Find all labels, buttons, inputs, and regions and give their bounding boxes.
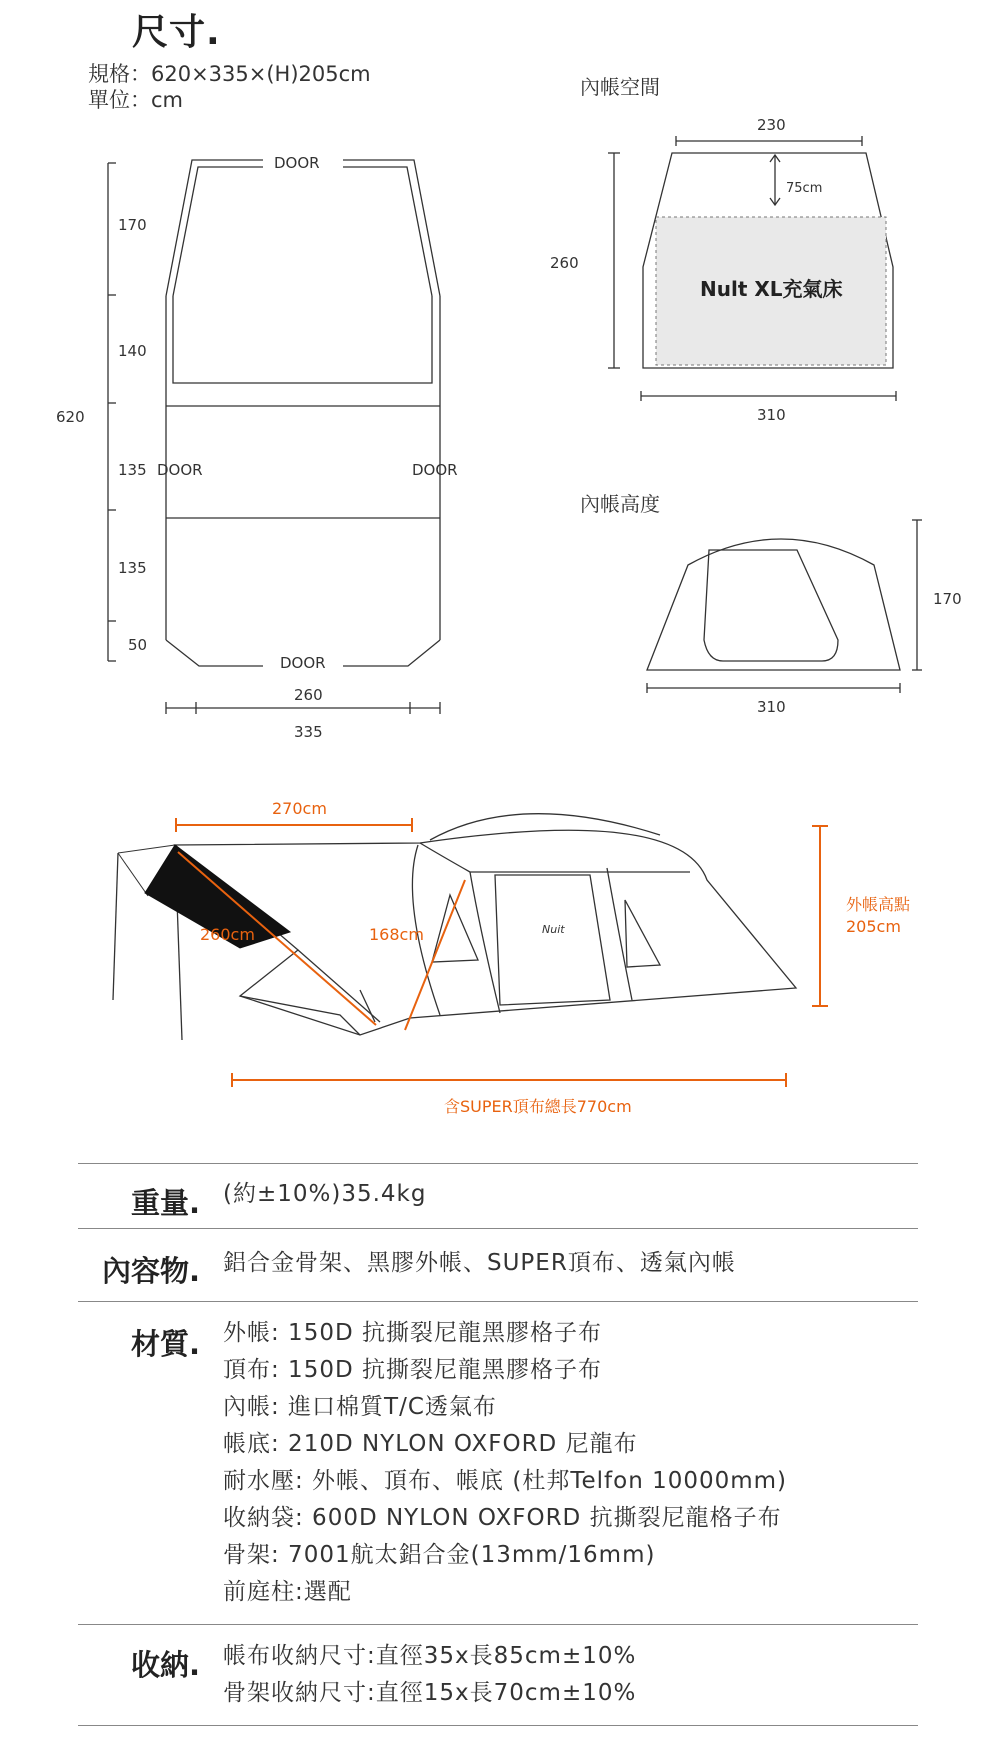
inner-tent-door-window [704,550,838,661]
spec-value: 耐水壓: 外帳、頂布、帳底 (杜邦Telfon 10000mm) [223,1468,788,1494]
front-vestibule-outer [166,160,440,296]
awning-diagonal-label: 260cm [200,925,255,944]
front-pole-left [113,853,118,1000]
spec-label-material: 材質. [130,1327,200,1361]
floor-door-right-label: DOOR [412,461,458,479]
spec-label-weight: 重量. [130,1186,200,1220]
outer-height-title: 外帳高點 [846,895,911,914]
inner-tent-outline [173,296,432,383]
floor-width-inner-label: 260 [294,686,323,704]
inner-height-title: 內帳高度 [580,492,660,516]
spec-values-material [223,1315,787,1611]
spec-table [78,1163,918,1726]
spec-value: 前庭柱:選配 [223,1579,352,1605]
spec-label-storage: 收納. [130,1648,200,1682]
spec-value: 外帳: 150D 抗撕裂尼龍黑膠格子布 [223,1320,602,1346]
seg-170-label: 170 [118,216,147,234]
inner-tent-width-label: 310 [757,698,786,716]
awning-length-label: 270cm [272,799,327,818]
floor-width-total-label: 335 [294,723,323,741]
floor-total-length-label: 620 [56,408,85,426]
spec-label-contents: 內容物. [101,1254,200,1288]
spec-row-contents [78,1228,918,1301]
spec-values-weight [223,1176,426,1213]
spec-row-storage [78,1624,918,1726]
spec-value: 頂布: 150D 抗撕裂尼龍黑膠格子布 [223,1357,602,1383]
seg-135b-label: 135 [118,559,147,577]
spec-value: 收納袋: 600D NYLON OXFORD 抗撕裂尼龍格子布 [223,1505,782,1531]
spec-value: 鋁合金骨架、黑膠外帳、SUPER頂布、透氣內帳 [223,1250,736,1276]
spec-values-contents [223,1245,736,1282]
spec-value: 骨架: 7001航太鋁合金(13mm/16mm) [223,1542,656,1568]
spec-value: (約±10%)35.4kg [223,1181,427,1207]
outer-height-value: 205cm [846,917,901,936]
seg-135a-label: 135 [118,461,147,479]
spec-value: 骨架收納尺寸:直徑15x長70cm±10% [223,1680,637,1706]
spec-row-weight [78,1163,918,1228]
inner-depth-label: 260 [550,254,579,272]
spec-dimensions: 規格：620×335×(H)205cm [88,62,371,86]
inner-bottom-width-label: 310 [757,406,786,424]
seg-140-label: 140 [118,342,147,360]
inner-tent-height-outline [647,539,900,670]
floor-door-bottom-label: DOOR [280,654,326,672]
spec-values-storage [223,1638,636,1712]
floor-door-left-label: DOOR [157,461,203,479]
door-diagonal-label: 168cm [369,925,424,944]
front-vestibule-inner [173,167,432,296]
inner-space-title: 內帳空間 [580,75,660,99]
inner-height-gap-label: 75cm [786,181,823,196]
inner-tent-height-label: 170 [933,590,962,608]
spec-value: 帳底: 210D NYLON OXFORD 尼龍布 [223,1431,638,1457]
inner-top-width-label: 230 [757,116,786,134]
spec-value: 內帳: 進口棉質T/C透氣布 [223,1394,497,1420]
section-title: 尺寸. [132,12,221,53]
mattress-label: Nult XL充氣床 [700,277,843,301]
spec-row-material [78,1301,918,1624]
tent-brand-label: Nuit [542,923,565,936]
total-length-label: 含SUPER頂布總長770cm [444,1097,632,1116]
spec-value: 帳布收納尺寸:直徑35x長85cm±10% [223,1643,637,1669]
floor-door-top-label: DOOR [274,154,320,172]
seg-50-label: 50 [128,636,148,654]
spec-unit: 單位：cm [88,88,184,112]
tent-body-sides [166,296,440,640]
orange-dimension-lines [176,818,828,1087]
